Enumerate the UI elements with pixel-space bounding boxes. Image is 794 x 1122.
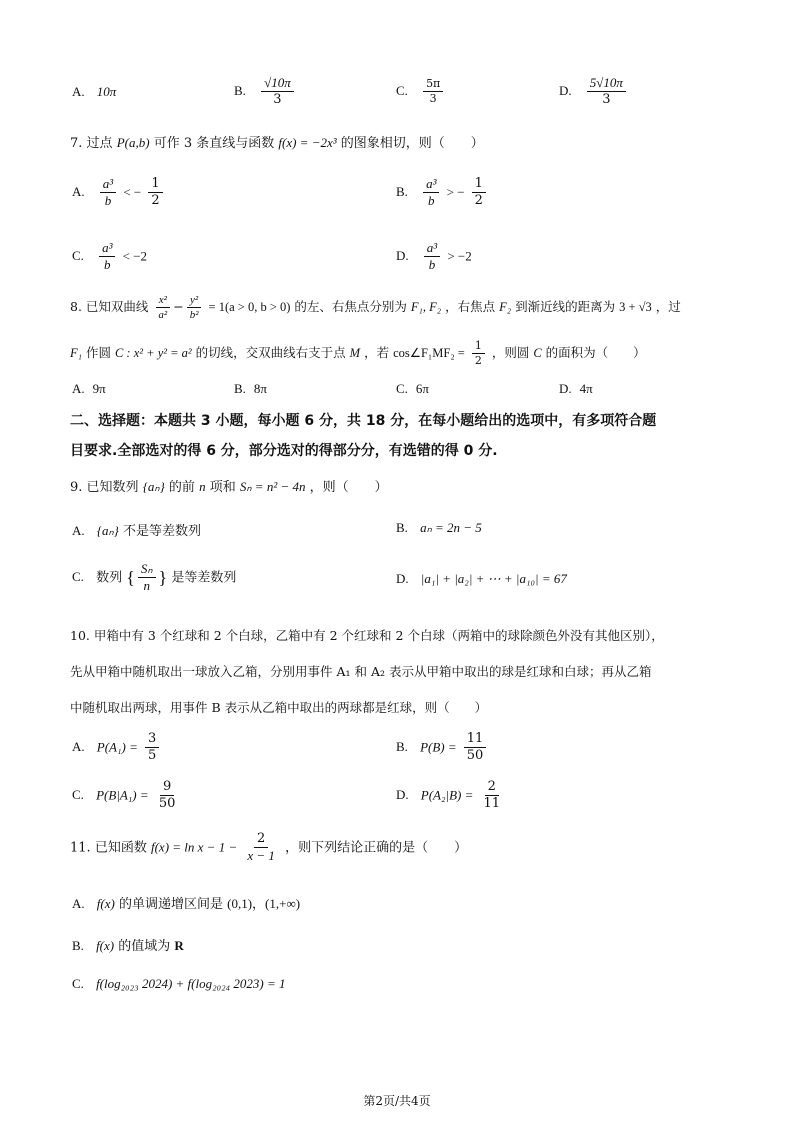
q7-option-d: D. $\frac{\text{a³}}{b}$ > −2 (396, 240, 472, 273)
q10-option-d: D. P(A₂|B) = $\frac{2}{11}$ (396, 779, 501, 812)
question-9-stem: 9. 已知数列 {aₙ} 的前 n 项和 Sₙ = n² − 4n ，则（ ） (70, 479, 388, 495)
q10-option-b: B. P(B) = $\frac{11}{50}$ (396, 732, 489, 764)
question-7-stem: 7. 过点 P(a,b) 可作 3 条直线与函数 f(x) = −2x³ 的图象相切，则（ ） (70, 135, 484, 151)
question-8-line-2: F₁ 作圆 C : x² + y² = a² 的切线，交双曲线右支于点 M ，若 cos∠F₁MF₂ = $\frac{1}{2}$ ，则圆 C 的面积为（ ） (70, 339, 646, 368)
q9-option-d: D. |a₁| + |a₂| + ⋯ + |a₁₀| = 67 (396, 571, 567, 586)
q8-option-d: D. 4π (559, 381, 593, 396)
q11-option-b: B. f(x) 的值域为 R (72, 938, 184, 954)
q7-option-b: B. $\frac{\text{a³}}{b}$ > − $\frac{1}{2}$ (396, 177, 489, 209)
q10-option-c: C. P(B|A₁) = $\frac{9}{50}$ (72, 779, 176, 812)
fraction: $\frac{5\pi}{3}$ (423, 78, 443, 105)
q6-option-a: A. 10π (72, 84, 117, 99)
q9-option-c: C. 数列 { $\frac{\text{Sₙ}}{n}$ } 是等差数列 (72, 561, 237, 594)
q10-option-a: A. P(A₁) = $\frac{3}{5}$ (72, 732, 162, 764)
question-11-stem: 11. 已知函数 f(x) = ln x − 1 − $\frac{2}{x - 1}$ ，则下列结论正确的是（ ） (70, 831, 468, 864)
q8-option-a: A. 9π (72, 381, 106, 396)
page-footer: 第2页/共4页 (363, 1094, 431, 1108)
question-10-stem: 10. 甲箱中有 3 个红球和 2 个白球，乙箱中有 2 个红球和 2 个白球（两箱中的球除颜色外没有其他区别）， 先从甲箱中随机取出一球放入乙箱，分别用事件 A₁ 和 A₂ 表示从甲箱中取出的球是红球和白球；再从乙箱 中随机取出两球，用事件 B 表示从乙箱中取出的两球都是红球，则（ ） (70, 628, 664, 715)
fraction: $\frac{5√10\pi}{3}$ (587, 76, 626, 108)
q8-option-c: C. 6π (396, 381, 429, 396)
q11-option-a: A. f(x) 的单调递增区间是 (0,1)，(1,+∞) (72, 896, 301, 912)
q6-option-d: D. $\frac{5√10\pi}{3}$ (559, 76, 629, 108)
fraction: $\frac{√10\pi}{3}$ (261, 76, 294, 108)
section-heading: 二、选择题：本题共 3 小题，每小题 6 分，共 18 分，在每小题给出的选项中，有多项符合题 目要求.全部选对的得 6 分，部分选对的得部分分，有选错的得 0 分. (70, 413, 657, 459)
q8-option-b: B. 8π (234, 381, 267, 396)
q6-option-c: C. $\frac{5\pi}{3}$ (396, 78, 446, 105)
q11-option-c: C. f(log₂₀₂₃ 2024) + f(log₂₀₂₄ 2023) = 1 (72, 976, 286, 991)
q6-option-b: B. $\frac{√10\pi}{3}$ (234, 76, 297, 108)
q9-option-a: A. {aₙ} 不是等差数列 (72, 523, 202, 539)
q9-option-b: B. aₙ = 2n − 5 (396, 520, 482, 535)
q7-option-a: A. $\frac{\text{a³}}{b}$ < − $\frac{1}{2}$ (72, 177, 166, 209)
question-8-line-1: 8. 已知双曲线 $\frac{\text{x²}}{\text{a²}}$ − $\frac{\text{y²}}{\text{b²}}$ = 1(a > 0, b > 0) 的左、右焦点分别为 F₁, F₂ ，右焦点 F₂ 到渐近线的距离为 3 + √3 ，过 (70, 294, 681, 322)
q7-option-c: C. $\frac{\text{a³}}{b}$ < −2 (72, 240, 148, 273)
